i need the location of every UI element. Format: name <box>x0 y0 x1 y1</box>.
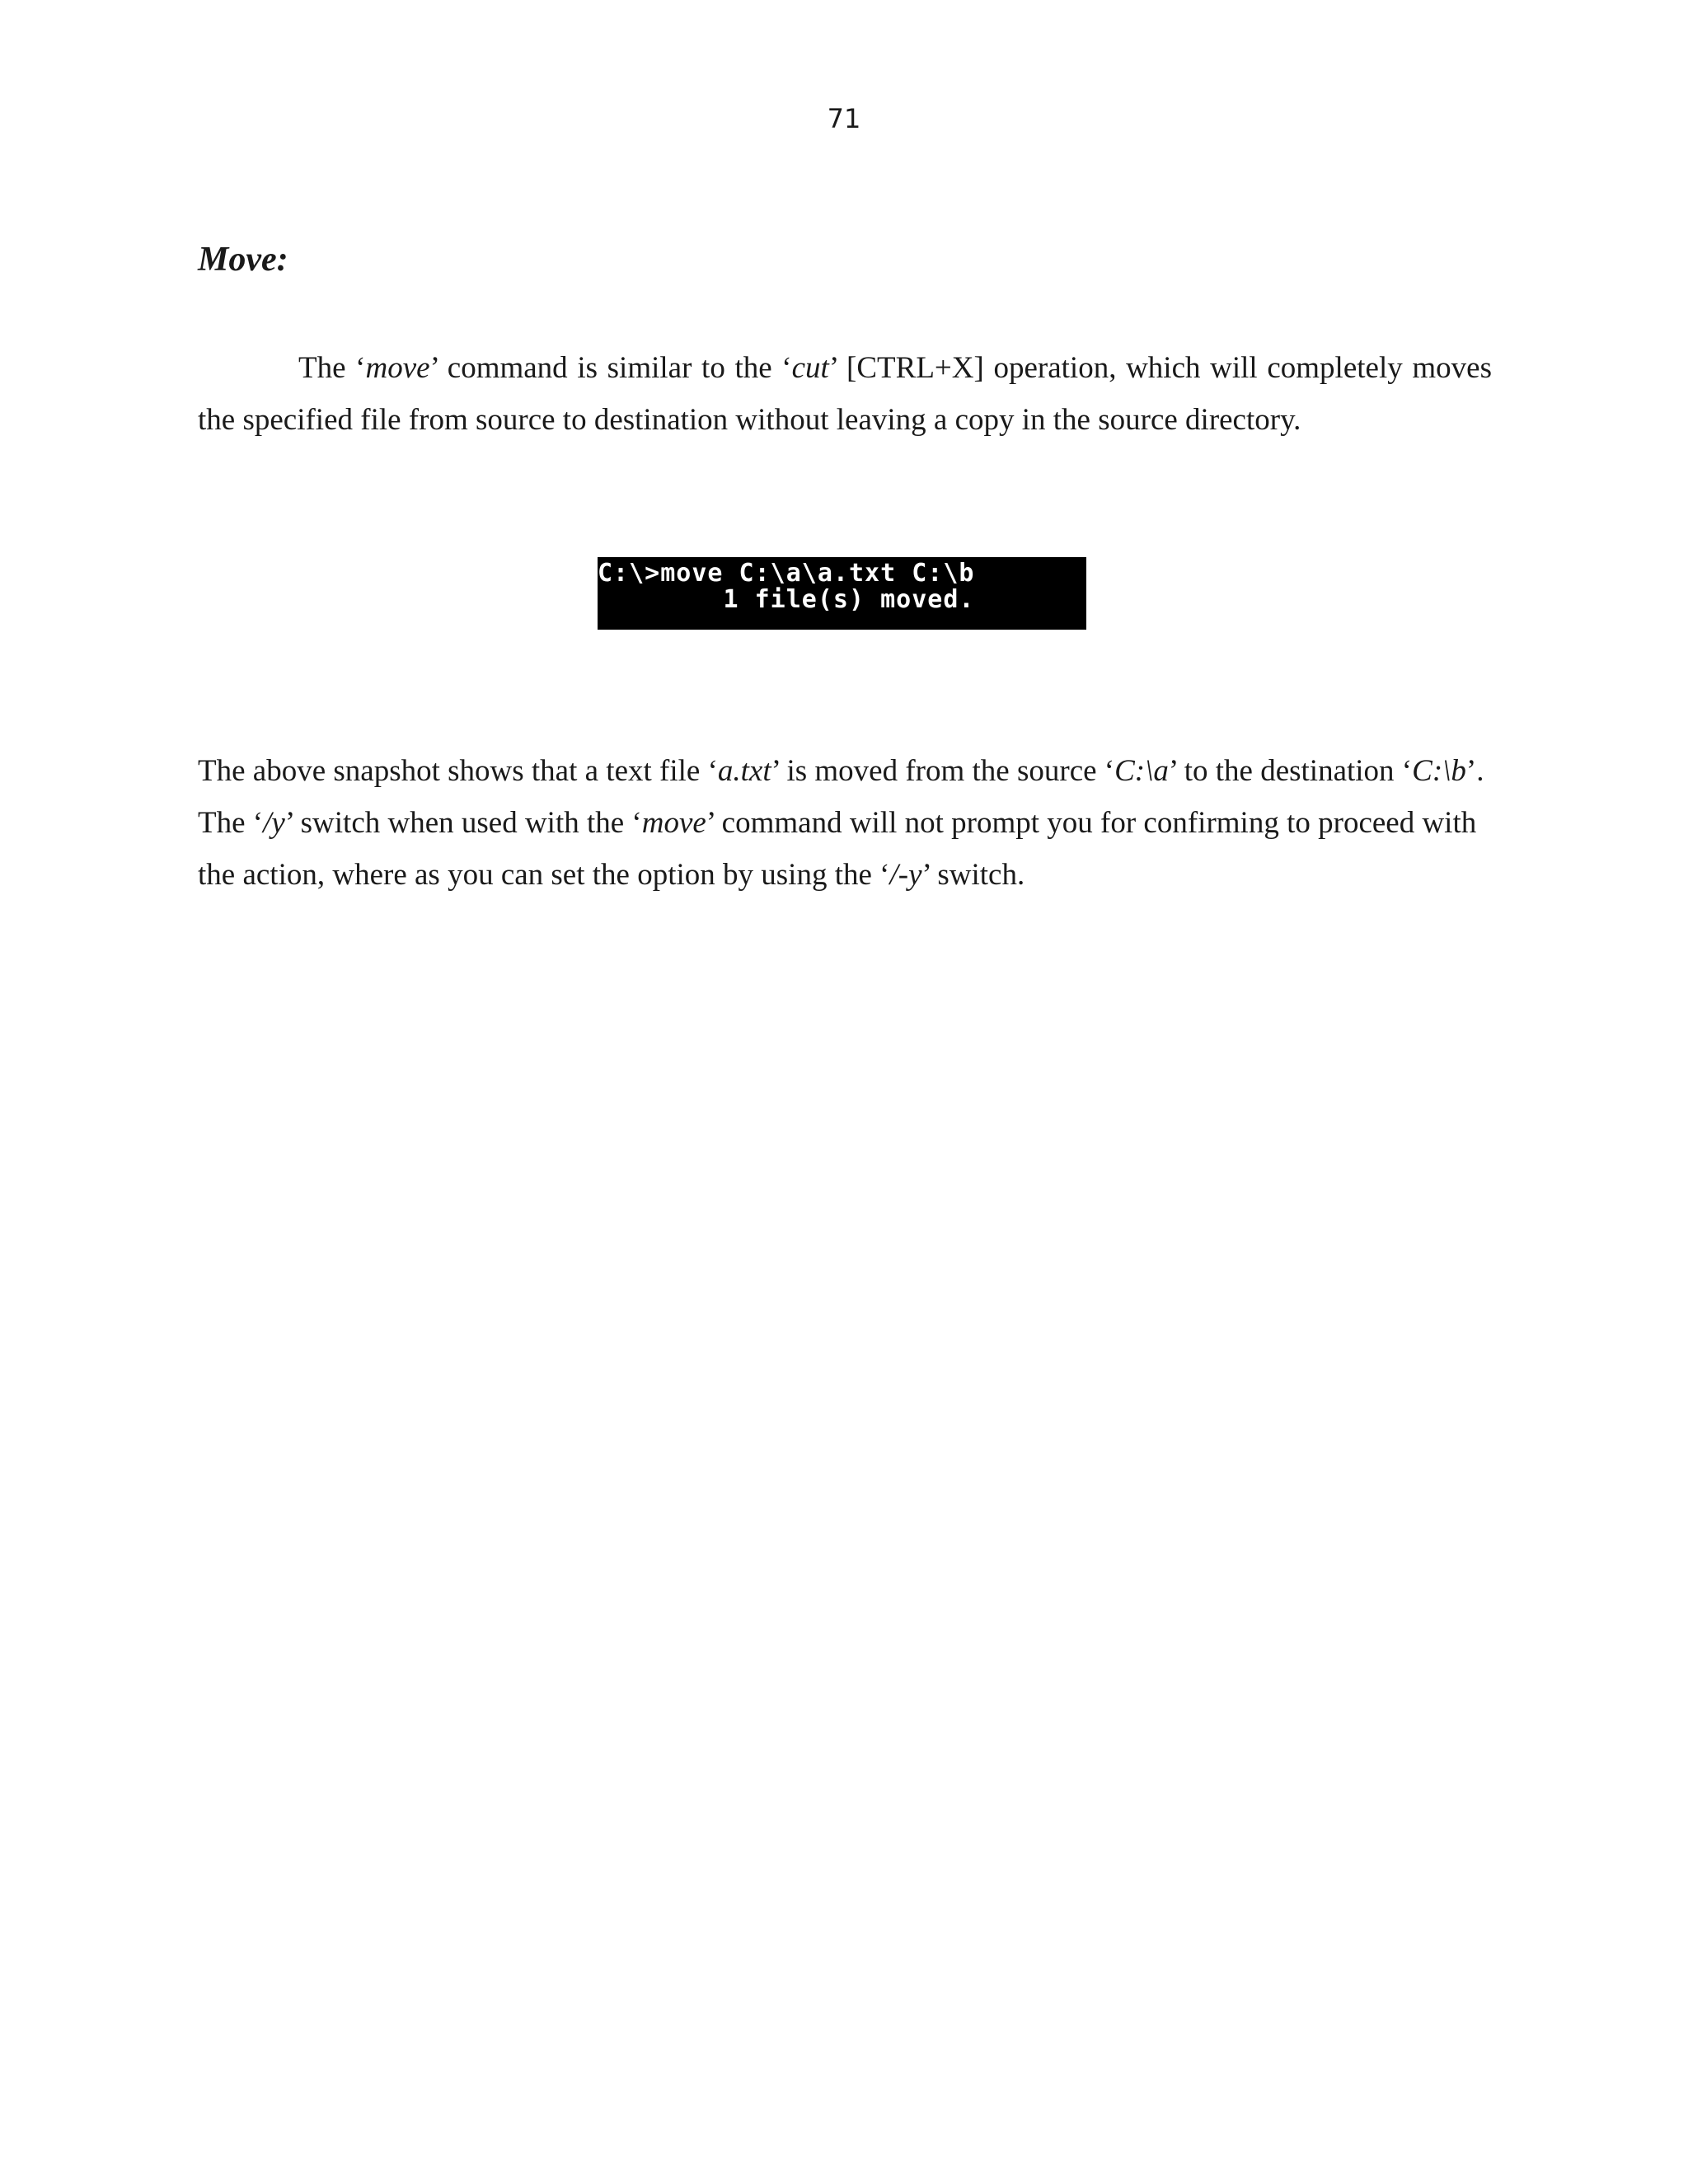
terminal-output-line: 1 file(s) moved. <box>598 585 975 614</box>
text-run: ’ is moved from the source ‘ <box>771 754 1115 788</box>
italic-term: move <box>365 351 430 385</box>
page-number: 71 <box>827 103 861 134</box>
text-run: ’ command is similar to the ‘ <box>429 351 792 385</box>
italic-term: C:\a <box>1114 754 1169 788</box>
italic-term: cut <box>791 351 829 385</box>
italic-term: move <box>641 806 706 840</box>
terminal-command-line: C:\>move C:\a\a.txt C:\b <box>598 559 975 588</box>
text-run: ’ command will not prompt you for confirming to proceed with the action, where as you can set the option by using the ‘ <box>198 806 1477 892</box>
text-run: ’. The ‘ <box>198 754 1484 840</box>
italic-term: /-y <box>889 858 922 892</box>
section-heading: Move: <box>198 241 288 279</box>
text-run: ’ switch. <box>921 858 1025 892</box>
paragraph-intro <box>198 342 1492 446</box>
italic-term: a.txt <box>717 754 771 788</box>
text-run: The above snapshot shows that a text file ‘ <box>198 754 718 788</box>
text-run: ’ switch when used with the ‘ <box>284 806 642 840</box>
italic-term: /y <box>263 806 285 840</box>
paragraph-explanation <box>198 745 1492 901</box>
text-run: ’ [CTRL+X] operation, which will completely moves the specified file from source to destination without leaving a copy in the source directory. <box>198 351 1492 437</box>
terminal-snapshot <box>598 557 1086 630</box>
italic-term: C:\b <box>1412 754 1466 788</box>
text-run: ’ to the destination ‘ <box>1168 754 1413 788</box>
text-run: The ‘ <box>298 351 366 385</box>
